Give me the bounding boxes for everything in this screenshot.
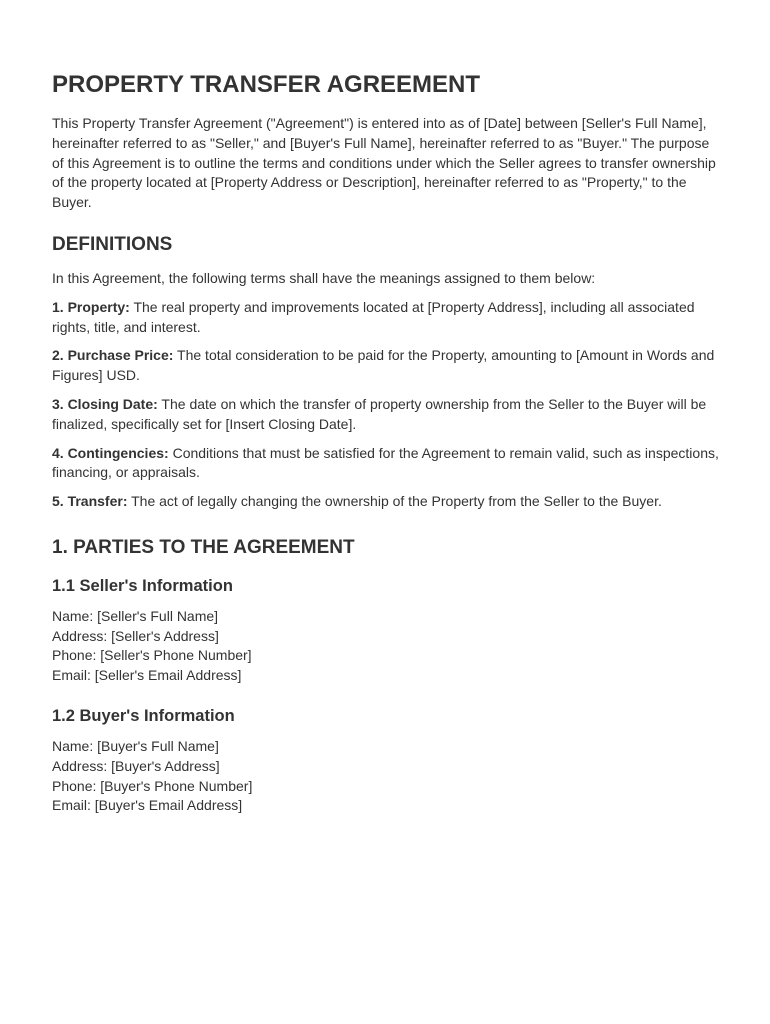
buyer-info-block <box>52 737 722 815</box>
definition-item <box>52 444 722 484</box>
intro-paragraph: This Property Transfer Agreement ("Agreement") is entered into as of [Date] between [Seller's Full Name], hereinafter referred to as "Seller," and [Buyer's Full Name], hereinafter referred to as "Buyer." The purpose of this Agreement is to outline the terms and conditions under which the Seller agrees to transfer ownership of the property located at [Property Address or Description], hereinafter referred to as "Property," to the Buyer. <box>52 115 716 211</box>
seller-address: Address: [Seller's Address] <box>52 627 219 644</box>
document-title: PROPERTY TRANSFER AGREEMENT <box>52 71 481 98</box>
buyer-info-heading: 1.2 Buyer's Information <box>52 707 235 726</box>
definition-term: 5. Transfer: <box>52 493 128 510</box>
seller-phone: Phone: [Seller's Phone Number] <box>52 647 252 664</box>
definition-text: The total consideration to be paid for the Property, amounting to [Amount in Words and Figures] USD. <box>52 347 715 384</box>
definition-term: 1. Property: <box>52 298 130 315</box>
definition-term: 3. Closing Date: <box>52 395 158 412</box>
buyer-address: Address: [Buyer's Address] <box>52 757 220 774</box>
definition-text: Conditions that must be satisfied for the Agreement to remain valid, such as inspections, financing, or appraisals. <box>52 444 719 481</box>
document-page <box>52 70 722 836</box>
definition-term: 2. Purchase Price: <box>52 347 174 364</box>
definition-item <box>52 395 722 435</box>
definition-term: 4. Contingencies: <box>52 444 169 461</box>
definitions-intro: In this Agreement, the following terms shall have the meanings assigned to them below: <box>52 269 596 286</box>
seller-info-heading: 1.1 Seller's Information <box>52 576 233 595</box>
definition-item <box>52 492 722 512</box>
seller-email: Email: [Seller's Email Address] <box>52 666 242 683</box>
definition-text: The date on which the transfer of property ownership from the Seller to the Buyer will be finalized, specifically set for [Insert Closing Date]. <box>52 395 707 432</box>
buyer-name: Name: [Buyer's Full Name] <box>52 738 219 755</box>
definitions-heading: DEFINITIONS <box>52 233 173 255</box>
parties-heading: 1. PARTIES TO THE AGREEMENT <box>52 536 355 558</box>
buyer-email: Email: [Buyer's Email Address] <box>52 797 243 814</box>
definition-item <box>52 346 722 386</box>
buyer-phone: Phone: [Buyer's Phone Number] <box>52 777 253 794</box>
definition-item <box>52 298 722 338</box>
definition-text: The real property and improvements located at [Property Address], including all associated rights, title, and interest. <box>52 298 695 335</box>
seller-info-block <box>52 607 722 685</box>
definition-text: The act of legally changing the ownership of the Property from the Seller to the Buyer. <box>127 493 662 510</box>
seller-name: Name: [Seller's Full Name] <box>52 607 219 624</box>
